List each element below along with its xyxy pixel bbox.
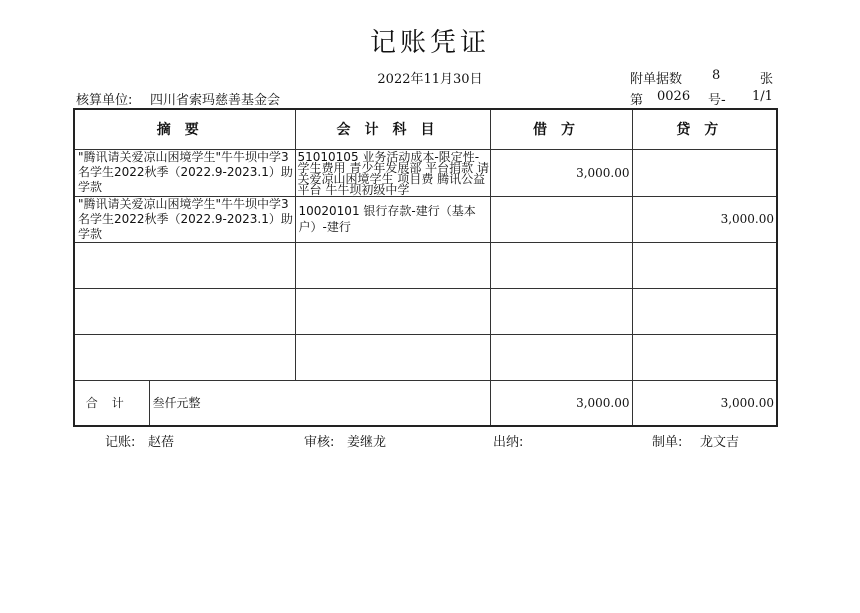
attachments-label: 附单据数 (630, 72, 683, 87)
cashier-label: 出纳: (493, 435, 524, 450)
unit-label: 核算单位: (76, 93, 133, 108)
voucher-table (73, 108, 778, 427)
page-indicator: 1/1 (752, 89, 773, 104)
column-header-account: 会计科目 (295, 109, 490, 149)
row-account: 51010105 业务活动成本-限定性-学生费用 青少年发展部 平台捐款 请关爱凉山困境学生 项目费 腾讯公益平台 牛牛坝初级中学 (295, 149, 490, 196)
row-credit: 3,000.00 (632, 196, 777, 242)
table-row (74, 149, 777, 196)
reviewer-label: 审核: (304, 435, 335, 450)
total-amount-words: 叁仟元整 (149, 380, 490, 426)
attachments-count: 8 (712, 68, 721, 83)
bookkeeper-label: 记账: (105, 435, 136, 450)
empty-row (74, 288, 777, 334)
total-credit: 3,000.00 (632, 380, 777, 426)
column-header-debit: 借方 (490, 109, 632, 149)
empty-row (74, 334, 777, 380)
empty-row (74, 242, 777, 288)
total-label: 合计 (74, 380, 149, 426)
bookkeeper-name: 赵蓓 (148, 435, 175, 450)
reviewer-name: 姜继龙 (347, 435, 387, 450)
row-account: 10020101 银行存款-建行（基本户）-建行 (295, 196, 490, 242)
voucher-date: 2022年11月30日 (377, 72, 483, 87)
row-summary: "腾讯请关爱凉山困境学生"牛牛坝中学3名学生2022秋季（2022.9-2023.1）助学款 (74, 149, 295, 196)
unit-name: 四川省索玛慈善基金会 (150, 93, 281, 108)
voucher-prefix: 第 (630, 93, 644, 108)
voucher-number: 0026 (657, 89, 691, 104)
total-debit: 3,000.00 (490, 380, 632, 426)
row-summary: "腾讯请关爱凉山困境学生"牛牛坝中学3名学生2022秋季（2022.9-2023.1）助学款 (74, 196, 295, 242)
total-row (74, 380, 777, 426)
voucher-suffix: 号- (708, 93, 726, 108)
attachments-unit: 张 (760, 72, 774, 87)
voucher-title: 记账凭证 (369, 28, 490, 58)
row-debit: 3,000.00 (490, 149, 632, 196)
column-header-summary: 摘要 (74, 109, 295, 149)
preparer-name: 龙文吉 (700, 435, 740, 450)
row-credit (632, 149, 777, 196)
row-debit (490, 196, 632, 242)
preparer-label: 制单: (652, 435, 683, 450)
table-row (74, 196, 777, 242)
table-header-row (74, 109, 777, 149)
column-header-credit: 贷方 (632, 109, 777, 149)
